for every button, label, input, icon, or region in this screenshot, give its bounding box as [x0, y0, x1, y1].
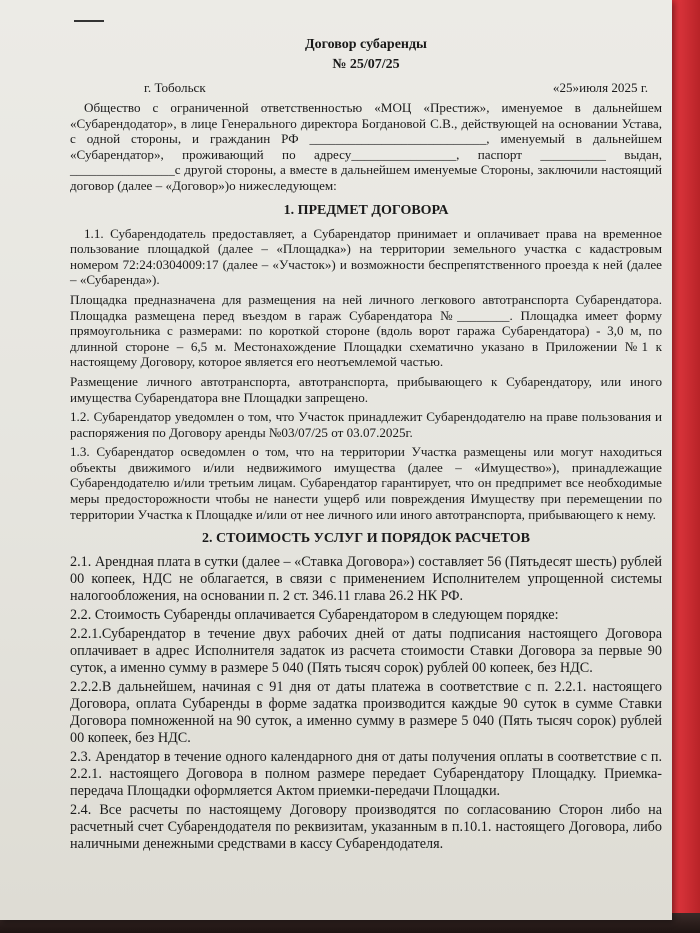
clause-placement-ban: Размещение личного автотранспорта, автотранспорта, прибывающего к Субарендатору, или иного имущества Субарендатора вне Площадки запрещено. — [70, 373, 662, 405]
corner-mark — [74, 20, 104, 22]
clause-2-4: 2.4. Все расчеты по настоящему Договору производятся по согласованию Сторон либо на расчетный счет Субарендодателя по реквизитам, указанным в п.10.1. настоящего Договора, либо наличными денежными средствами в кассу Субарендодателя. — [70, 802, 662, 853]
clause-2-1: 2.1. Арендная плата в сутки (далее – «Ставка Договора») составляет 56 (Пятьдесят шесть) рублей 00 копеек, НДС не облагается, в связи с применением Исполнителем упрощенной системы налогообложения, на основании п. 2 ст. 346.11 глава 26.2 НК РФ. — [70, 554, 662, 605]
preamble: Общество с ограниченной ответственностью «МОЦ «Престиж», именуемое в дальнейшем «Субарендодатор», в лице Генерального директора Богдановой С.В., действующей на основании Устава, с одной стороны, и гражданин РФ ___________________________, именуемый в дальнейшем «Субарендатор», проживающий по адресу________________, паспорт __________ выдан, ________________с другой стороны, а вместе в дальнейшем именуемые Стороны, заключили настоящий договор (далее – «Договор»)о нижеследующем: — [70, 100, 662, 193]
clause-2-2: 2.2. Стоимость Субаренды оплачивается Субарендатором в следующем порядке: — [70, 607, 559, 624]
clause-2-3: 2.3. Арендатор в течение одного календарного дня от даты получения оплаты в соответствие с п. 2.2.1. настоящего Договора в полном размере передает Субарендатору Площадку. Приемка-передача Площадки оформляется Актом приемки-передачи Площадки. — [70, 749, 662, 800]
contract-date: «25»июля 2025 г. — [552, 80, 648, 95]
city: г. Тобольск — [144, 80, 206, 95]
section-2-heading: 2. СТОИМОСТЬ УСЛУГ И ПОРЯДОК РАСЧЕТОВ — [202, 531, 530, 547]
document-number: № 25/07/25 — [332, 57, 400, 72]
clause-1-1: 1.1. Субарендодатель предоставляет, а Субарендатор принимает и оплачивает права на временное пользование площадкой (далее – «Площадка») на территории земельного участка с кадастровым номером 72:24:0304009:17 (далее – «Участок») и возможности беспрепятственного проезда к ней (далее – «Субаренда»). — [70, 225, 662, 288]
clause-2-2-1: 2.2.1.Субарендатор в течение двух рабочих дней от даты подписания настоящего Договора оплачивает в адрес Исполнителя задаток из расчета стоимости Ставки Договора за первые 90 суток, а именно сумму в размере 5 040 (Пять тысяч сорок) рублей 00 копеек, без НДС. — [70, 626, 662, 677]
section-1-heading: 1. ПРЕДМЕТ ДОГОВОРА — [283, 202, 449, 218]
section-2 — [70, 530, 662, 853]
clause-2-2-2: 2.2.2.В дальнейшем, начиная с 91 дня от даты платежа в соответствие с п. 2.2.1. настоящего Договора, оплата Субаренды в форме задатка производится каждые 90 суток в сумме Ставки Договора помноженной на 90 суток, а именно сумму в размере 5 040 (Пять тысяч сорок) рублей 00 копеек, без НДС. — [70, 679, 662, 747]
place-date-line — [70, 80, 662, 96]
clause-place-description: Площадка предназначена для размещения на ней личного легкового автотранспорта Субарендатора. Площадка размещена перед въездом в гараж Субарендатора №________. Площадка имеет форму прямоугольника с размерами: по короткой стороне (вдоль ворот гаража Субарендатора) - 3,0 м, по длинной стороне – 6,5 м. Местонахождение Площадки схематично указано в Приложении №1 к настоящему Договору, которое является его неотъемлемой частью. — [70, 291, 662, 370]
clause-1-2: 1.2. Субарендатор уведомлен о том, что Участок принадлежит Субарендодателю на праве пользования и распоряжения по Договору аренды №03/07/25 от 03.07.2025г. — [70, 409, 662, 440]
document-title: Договор субаренды — [305, 37, 427, 52]
clause-1-3: 1.3. Субарендатор осведомлен о том, что на территории Участка размещены или могут находиться объекты движимого и/или недвижимого имущества (далее – «Имущество»), принадлежащие Субарендодателю и/или третьим лицам. Субарендатор гарантирует, что он предпримет все необходимые меры предосторожности чтобы не нанести ущерб или повреждения Имуществу при перемещении по территории Участка к Площадке и/или от нее личного или иного автотранспорта, прибывающего к нему. — [70, 444, 662, 522]
document-body — [70, 36, 662, 855]
